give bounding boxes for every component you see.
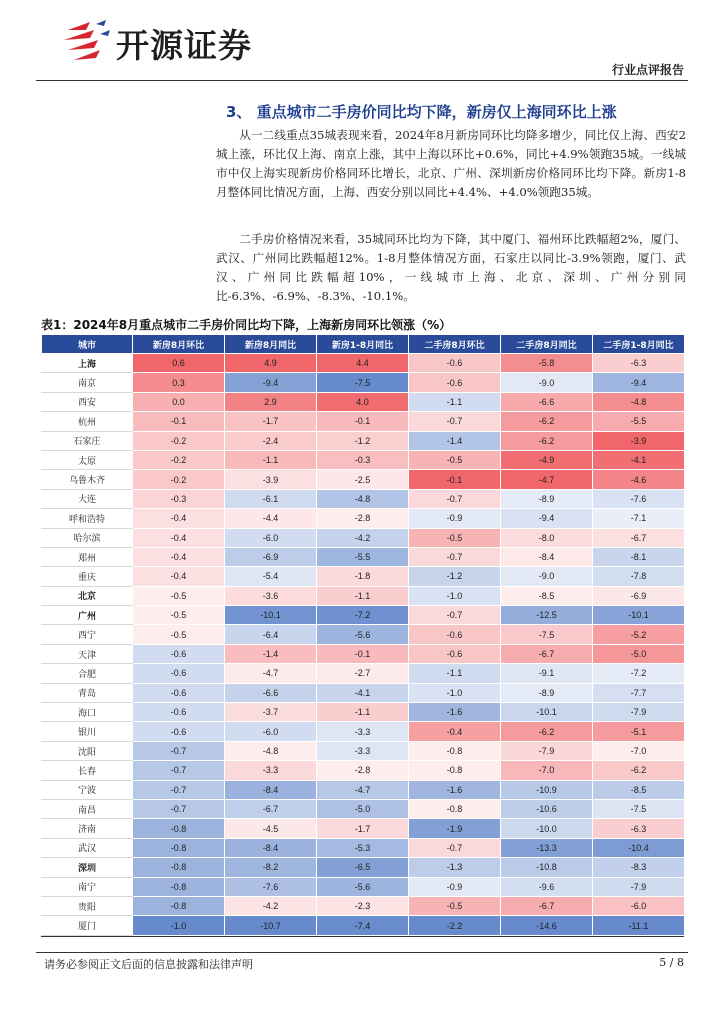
table-row (42, 392, 685, 411)
city-cell: 广州 (42, 606, 133, 625)
footer-disclaimer: 请务必参阅正文后面的信息披露和法律声明 (44, 958, 253, 971)
paragraph-new-homes: 从一二线重点35城表现来看，2024年8月新房同环比均降多增少，同比仅上海、西安2城上涨，环比仅上海、南京上涨，其中上海以环比+0.6%，同比+4.9%领跑35城。一线城市中仅上海实现新房价格同环比增长，北京、广州、深圳新房价格同环比均下降。新房1-8月整体同比情况方面，上海、西安分别以同比+4.4%、+4.0%领跑35城。 (216, 128, 686, 199)
value-cell: -0.2 (133, 450, 225, 469)
value-cell: -8.2 (225, 858, 317, 877)
value-cell: -0.5 (133, 586, 225, 605)
value-cell: -10.1 (225, 606, 317, 625)
value-cell: -0.6 (409, 625, 501, 644)
value-cell: 0.0 (133, 392, 225, 411)
value-cell: -3.9 (225, 470, 317, 489)
city-cell: 宁波 (42, 780, 133, 799)
value-cell: -8.1 (593, 547, 685, 566)
value-cell: 0.6 (133, 354, 225, 373)
footer-divider (36, 952, 688, 953)
value-cell: -0.1 (317, 412, 409, 431)
city-cell: 重庆 (42, 567, 133, 586)
value-cell: -0.5 (133, 625, 225, 644)
value-cell: -7.2 (317, 606, 409, 625)
value-cell: -1.2 (409, 567, 501, 586)
value-cell: -0.5 (409, 528, 501, 547)
city-cell: 哈尔滨 (42, 528, 133, 547)
table-row (42, 916, 685, 935)
table-row (42, 509, 685, 528)
value-cell: -8.4 (225, 780, 317, 799)
value-cell: -1.8 (317, 567, 409, 586)
value-cell: -1.9 (409, 819, 501, 838)
value-cell: -10.4 (593, 838, 685, 857)
value-cell: -7.7 (593, 683, 685, 702)
table-row (42, 606, 685, 625)
table-row (42, 722, 685, 741)
city-cell: 呼和浩特 (42, 509, 133, 528)
table-row (42, 373, 685, 392)
table-row (42, 567, 685, 586)
city-cell: 西安 (42, 392, 133, 411)
value-cell: -6.0 (225, 528, 317, 547)
value-cell: -4.7 (317, 780, 409, 799)
table-title: 表1：2024年8月重点城市二手房价同比均下降，上海新房同环比领涨（%） (41, 318, 452, 332)
value-cell: -6.5 (317, 858, 409, 877)
value-cell: -9.4 (225, 373, 317, 392)
table-row (42, 354, 685, 373)
value-cell: -8.9 (501, 683, 593, 702)
value-cell: -10.9 (501, 780, 593, 799)
value-cell: -7.0 (501, 761, 593, 780)
value-cell: -4.7 (225, 664, 317, 683)
value-cell: -7.5 (593, 799, 685, 818)
value-cell: -8.0 (501, 528, 593, 547)
value-cell: -5.4 (225, 567, 317, 586)
table-row (42, 547, 685, 566)
value-cell: -3.6 (225, 586, 317, 605)
value-cell: -8.4 (225, 838, 317, 857)
value-cell: -4.1 (317, 683, 409, 702)
table-row (42, 528, 685, 547)
value-cell: -8.5 (501, 586, 593, 605)
value-cell: -9.4 (593, 373, 685, 392)
value-cell: -5.3 (317, 838, 409, 857)
value-cell: -10.1 (501, 703, 593, 722)
value-cell: -0.4 (133, 528, 225, 547)
value-cell: -0.4 (133, 567, 225, 586)
city-cell: 石家庄 (42, 431, 133, 450)
city-cell: 贵阳 (42, 896, 133, 915)
value-cell: -1.1 (317, 586, 409, 605)
value-cell: -13.3 (501, 838, 593, 857)
value-cell: -2.2 (409, 916, 501, 935)
table-row (42, 489, 685, 508)
city-cell: 武汉 (42, 838, 133, 857)
price-table (41, 334, 684, 937)
city-cell: 北京 (42, 586, 133, 605)
value-cell: -0.7 (133, 799, 225, 818)
city-cell: 南京 (42, 373, 133, 392)
city-cell: 青岛 (42, 683, 133, 702)
page-number: 5 / 8 (659, 956, 684, 969)
value-cell: -0.3 (133, 489, 225, 508)
value-cell: -0.8 (409, 799, 501, 818)
value-cell: -0.8 (409, 761, 501, 780)
value-cell: -0.8 (133, 877, 225, 896)
value-cell: -0.9 (409, 877, 501, 896)
value-cell: -6.1 (225, 489, 317, 508)
value-cell: -4.8 (317, 489, 409, 508)
value-cell: -0.7 (409, 412, 501, 431)
table-row (42, 625, 685, 644)
value-cell: -7.9 (501, 741, 593, 760)
value-cell: -0.4 (133, 547, 225, 566)
brand-name: 开源证券 (116, 26, 252, 65)
value-cell: -0.6 (409, 354, 501, 373)
header-new-mom: 新房8月环比 (133, 335, 225, 354)
value-cell: -2.7 (317, 664, 409, 683)
value-cell: 4.0 (317, 392, 409, 411)
value-cell: -8.9 (501, 489, 593, 508)
value-cell: -4.8 (225, 741, 317, 760)
city-cell: 合肥 (42, 664, 133, 683)
value-cell: -4.5 (225, 819, 317, 838)
value-cell: -10.7 (225, 916, 317, 935)
value-cell: -0.7 (133, 761, 225, 780)
value-cell: -7.5 (501, 625, 593, 644)
city-cell: 长春 (42, 761, 133, 780)
value-cell: -2.8 (317, 761, 409, 780)
city-cell: 沈阳 (42, 741, 133, 760)
value-cell: -0.4 (409, 722, 501, 741)
value-cell: -1.4 (409, 431, 501, 450)
value-cell: -6.7 (501, 896, 593, 915)
value-cell: -6.9 (593, 586, 685, 605)
table-row (42, 799, 685, 818)
city-cell: 杭州 (42, 412, 133, 431)
table-row (42, 703, 685, 722)
value-cell: -1.0 (409, 683, 501, 702)
city-cell: 南昌 (42, 799, 133, 818)
value-cell: -0.6 (133, 703, 225, 722)
value-cell: -2.8 (317, 509, 409, 528)
table-row (42, 780, 685, 799)
city-cell: 西宁 (42, 625, 133, 644)
value-cell: -6.7 (593, 528, 685, 547)
value-cell: -0.8 (409, 741, 501, 760)
value-cell: -0.6 (133, 664, 225, 683)
city-cell: 上海 (42, 354, 133, 373)
kaiyuan-logo-icon (60, 18, 112, 70)
table-row (42, 761, 685, 780)
value-cell: -1.6 (409, 780, 501, 799)
value-cell: -6.2 (501, 431, 593, 450)
value-cell: -7.9 (593, 703, 685, 722)
value-cell: -1.1 (409, 392, 501, 411)
value-cell: -10.1 (593, 606, 685, 625)
city-cell: 天津 (42, 644, 133, 663)
value-cell: -3.3 (225, 761, 317, 780)
table-row (42, 683, 685, 702)
value-cell: -1.1 (409, 664, 501, 683)
value-cell: -14.6 (501, 916, 593, 935)
table-row (42, 644, 685, 663)
city-cell: 海口 (42, 703, 133, 722)
value-cell: -0.7 (409, 547, 501, 566)
value-cell: -6.2 (501, 722, 593, 741)
table-row (42, 819, 685, 838)
city-cell: 深圳 (42, 858, 133, 877)
value-cell: -4.6 (593, 470, 685, 489)
table-row (42, 586, 685, 605)
paragraph-second-hand: 二手房价格情况来看，35城同环比均为下降，其中厦门、福州环比跌幅超2%，厦门、武汉、广州同比跌幅超12%。1-8月整体情况方面，石家庄以同比-3.9%领跑，厦门、武汉、广州同比跌幅超10%，一线城市上海、北京、深圳、广州分别同比-6.3%、-6.9%、-8.3%、-10.1%。 (216, 232, 686, 303)
city-cell: 银川 (42, 722, 133, 741)
value-cell: -4.9 (501, 450, 593, 469)
value-cell: -0.5 (409, 896, 501, 915)
value-cell: -0.1 (409, 470, 501, 489)
value-cell: -4.1 (593, 450, 685, 469)
value-cell: -7.0 (593, 741, 685, 760)
value-cell: -6.0 (225, 722, 317, 741)
header-city: 城市 (42, 335, 133, 354)
value-cell: -7.8 (593, 567, 685, 586)
value-cell: -9.0 (501, 373, 593, 392)
value-cell: -5.5 (317, 547, 409, 566)
value-cell: -7.5 (317, 373, 409, 392)
value-cell: -7.2 (593, 664, 685, 683)
value-cell: -6.3 (593, 819, 685, 838)
value-cell: -0.6 (409, 373, 501, 392)
table-row (42, 741, 685, 760)
value-cell: -0.8 (133, 896, 225, 915)
value-cell: -0.8 (133, 858, 225, 877)
value-cell: -12.5 (501, 606, 593, 625)
value-cell: -10.8 (501, 858, 593, 877)
value-cell: 0.3 (133, 373, 225, 392)
header-used-mom: 二手房8月环比 (409, 335, 501, 354)
header-new-yoy: 新房8月同比 (225, 335, 317, 354)
value-cell: -5.0 (593, 644, 685, 663)
value-cell: -7.9 (593, 877, 685, 896)
value-cell: -3.7 (225, 703, 317, 722)
value-cell: -6.7 (225, 799, 317, 818)
value-cell: -4.7 (501, 470, 593, 489)
value-cell: -7.6 (593, 489, 685, 508)
value-cell: -0.7 (409, 489, 501, 508)
city-cell: 乌鲁木齐 (42, 470, 133, 489)
section-heading: 3、 重点城市二手房价同比均下降，新房仅上海同环比上涨 (226, 103, 617, 121)
value-cell: -8.4 (501, 547, 593, 566)
table-row (42, 664, 685, 683)
value-cell: -6.7 (501, 644, 593, 663)
value-cell: -0.7 (133, 780, 225, 799)
value-cell: -0.7 (409, 838, 501, 857)
city-cell: 大连 (42, 489, 133, 508)
value-cell: -6.4 (225, 625, 317, 644)
value-cell: -0.6 (409, 644, 501, 663)
value-cell: -0.8 (133, 819, 225, 838)
header-used-yoy: 二手房8月同比 (501, 335, 593, 354)
value-cell: -6.3 (593, 354, 685, 373)
value-cell: -9.0 (501, 567, 593, 586)
value-cell: -0.2 (133, 470, 225, 489)
city-cell: 南宁 (42, 877, 133, 896)
value-cell: 4.4 (317, 354, 409, 373)
value-cell: -8.5 (593, 780, 685, 799)
table-row (42, 877, 685, 896)
value-cell: -1.1 (317, 703, 409, 722)
value-cell: -0.6 (133, 722, 225, 741)
value-cell: -0.8 (133, 838, 225, 857)
table-bottom-rule (41, 936, 684, 937)
page-header (0, 0, 724, 82)
value-cell: -5.6 (317, 625, 409, 644)
value-cell: 2.9 (225, 392, 317, 411)
value-cell: -5.8 (501, 354, 593, 373)
value-cell: -9.1 (501, 664, 593, 683)
value-cell: -9.6 (501, 877, 593, 896)
value-cell: -1.0 (133, 916, 225, 935)
table-row (42, 412, 685, 431)
value-cell: -0.7 (133, 741, 225, 760)
value-cell: -0.9 (409, 509, 501, 528)
value-cell: -7.4 (317, 916, 409, 935)
value-cell: -1.7 (317, 819, 409, 838)
header-new-ytd-yoy: 新房1-8月同比 (317, 335, 409, 354)
value-cell: -6.6 (225, 683, 317, 702)
table-row (42, 470, 685, 489)
value-cell: -6.6 (501, 392, 593, 411)
table-row (42, 450, 685, 469)
header-divider (36, 80, 688, 81)
value-cell: -0.3 (317, 450, 409, 469)
value-cell: -4.8 (593, 392, 685, 411)
city-cell: 郑州 (42, 547, 133, 566)
value-cell: -3.3 (317, 722, 409, 741)
value-cell: -1.1 (225, 450, 317, 469)
value-cell: -2.3 (317, 896, 409, 915)
table-row (42, 858, 685, 877)
value-cell: -6.0 (593, 896, 685, 915)
value-cell: -2.4 (225, 431, 317, 450)
value-cell: -0.1 (317, 644, 409, 663)
value-cell: -0.5 (133, 606, 225, 625)
value-cell: -7.1 (593, 509, 685, 528)
value-cell: -9.4 (501, 509, 593, 528)
value-cell: -5.1 (593, 722, 685, 741)
value-cell: -5.6 (317, 877, 409, 896)
value-cell: -10.0 (501, 819, 593, 838)
value-cell: -4.4 (225, 509, 317, 528)
value-cell: -5.5 (593, 412, 685, 431)
value-cell: -6.2 (501, 412, 593, 431)
table-row (42, 896, 685, 915)
value-cell: -1.3 (409, 858, 501, 877)
value-cell: -5.2 (593, 625, 685, 644)
value-cell: -11.1 (593, 916, 685, 935)
report-type: 行业点评报告 (611, 63, 684, 77)
value-cell: -0.5 (409, 450, 501, 469)
value-cell: -3.3 (317, 741, 409, 760)
table-row (42, 431, 685, 450)
value-cell: -6.9 (225, 547, 317, 566)
value-cell: -0.4 (133, 509, 225, 528)
value-cell: -1.2 (317, 431, 409, 450)
value-cell: -0.7 (409, 606, 501, 625)
value-cell: -0.6 (133, 683, 225, 702)
value-cell: -7.6 (225, 877, 317, 896)
table-row (42, 838, 685, 857)
value-cell: -0.1 (133, 412, 225, 431)
value-cell: -8.3 (593, 858, 685, 877)
value-cell: -2.5 (317, 470, 409, 489)
value-cell: 4.9 (225, 354, 317, 373)
city-cell: 济南 (42, 819, 133, 838)
value-cell: -4.2 (225, 896, 317, 915)
city-cell: 太原 (42, 450, 133, 469)
value-cell: -1.0 (409, 586, 501, 605)
value-cell: -10.6 (501, 799, 593, 818)
value-cell: -6.2 (593, 761, 685, 780)
header-used-ytd-yoy: 二手房1-8月同比 (593, 335, 685, 354)
value-cell: -1.7 (225, 412, 317, 431)
table-header-row (42, 335, 685, 354)
value-cell: -0.6 (133, 644, 225, 663)
value-cell: -4.2 (317, 528, 409, 547)
value-cell: -1.6 (409, 703, 501, 722)
value-cell: -5.0 (317, 799, 409, 818)
value-cell: -0.2 (133, 431, 225, 450)
value-cell: -3.9 (593, 431, 685, 450)
city-cell: 厦门 (42, 916, 133, 935)
value-cell: -1.4 (225, 644, 317, 663)
